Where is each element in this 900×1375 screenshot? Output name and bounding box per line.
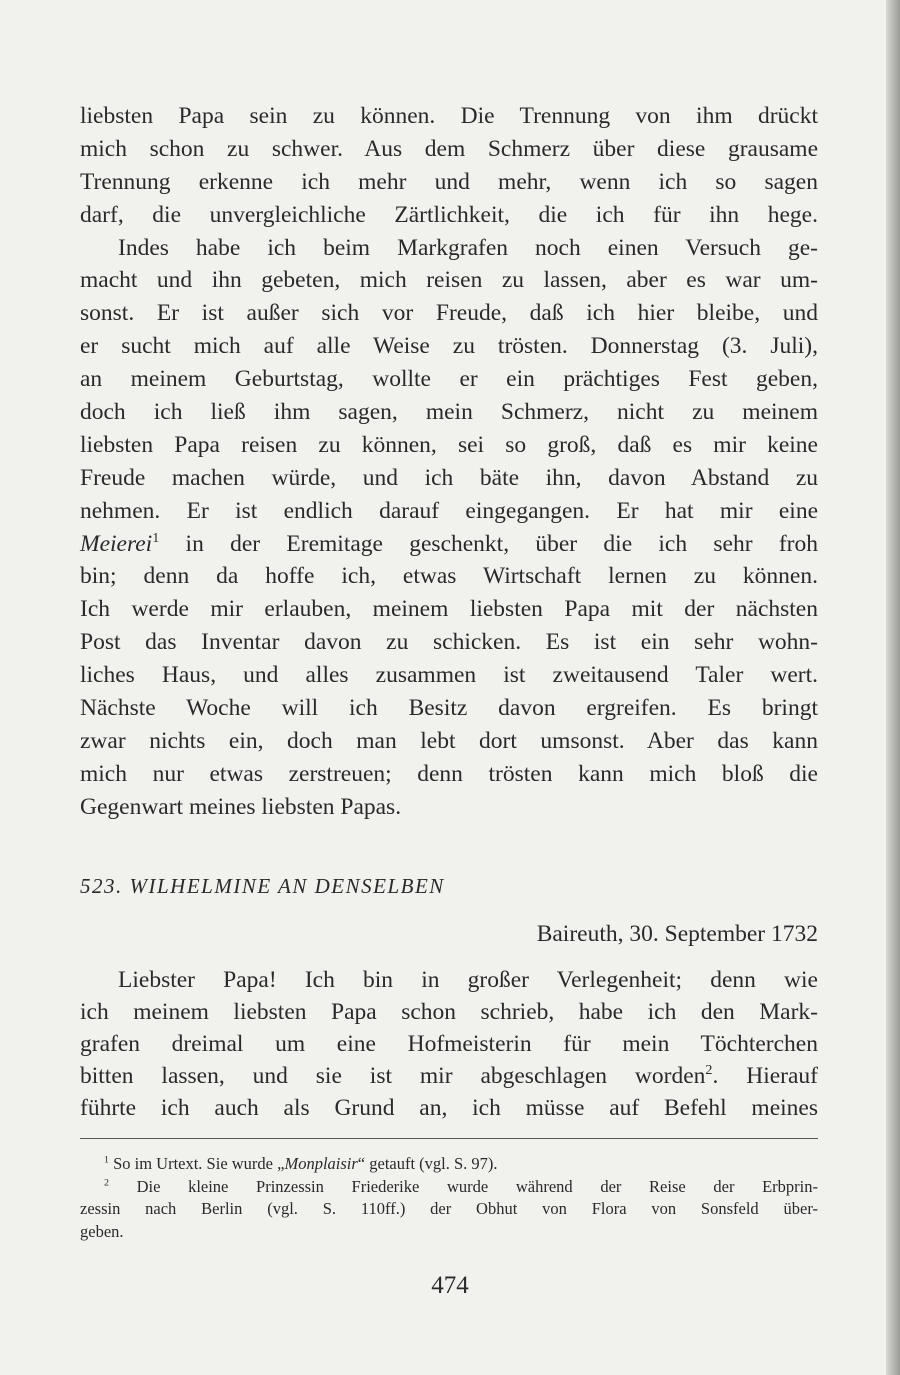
text-segment: Gegenwart meines liebsten Papas. [80, 793, 402, 820]
text-line [80, 297, 818, 330]
italic-text: Monplaisir [284, 1154, 358, 1173]
text-segment: bitten lassen, und sie ist mir abgeschlagen worden [80, 1063, 706, 1089]
text-line [80, 791, 818, 824]
text-segment: liebsten Papa reisen zu können, sei so groß, daß es mir keine [80, 431, 818, 458]
text-line [80, 133, 818, 166]
text-segment: zwar nichts ein, doch man lebt dort umsonst. Aber das kann [80, 727, 818, 754]
text-segment: doch ich ließ ihm sagen, mein Schmerz, nicht zu meinem [80, 399, 818, 426]
page-number: 474 [431, 1272, 469, 1299]
letter-heading: 523. WILHELMINE AN DENSELBEN [80, 874, 445, 898]
text-segment: grafen dreimal um eine Hofmeisterin für mein Töchterchen [80, 1031, 818, 1057]
text-line [80, 758, 818, 791]
text-line [80, 429, 818, 462]
text-segment: macht und ihn gebeten, mich reisen zu lassen, aber es war um- [80, 267, 818, 294]
text-line [80, 462, 818, 495]
text-line [80, 593, 818, 626]
text-segment: nehmen. Er ist endlich darauf eingegangen. Er hat mir eine [80, 497, 818, 524]
text-segment: Nächste Woche will ich Besitz davon ergreifen. Es bringt [80, 695, 818, 722]
text-line [80, 964, 818, 996]
text-line [80, 725, 818, 758]
text-segment: Indes habe ich beim Markgrafen noch einen Versuch ge- [118, 234, 818, 261]
text-segment: “ getauft (vgl. S. 97). [357, 1154, 498, 1173]
text-segment: er sucht mich auf alle Weise zu trösten. Donnerstag (3. Juli), [80, 333, 818, 360]
text-segment: So im Urtext. Sie wurde „ [108, 1154, 285, 1173]
text-line [80, 166, 818, 199]
text-segment: in der Eremitage geschenkt, über die ich sehr froh [159, 530, 818, 557]
text-segment: geben. [80, 1221, 124, 1241]
text-segment: liebsten Papa sein zu können. Die Trennung von ihm drückt [80, 103, 818, 129]
text-line [80, 560, 818, 593]
text-segment: mich schon zu schwer. Aus dem Schmerz über diese grausame [80, 135, 818, 162]
text-segment: Post das Inventar davon zu schicken. Es ist ein sehr wohn- [80, 629, 818, 656]
text-line [80, 330, 818, 363]
body-text-letter [80, 964, 818, 1124]
text-line [80, 1028, 818, 1060]
text-segment: darf, die unvergleichliche Zärtlichkeit, die ich für ihn hege. [80, 201, 818, 228]
text-line [80, 100, 818, 133]
footnote-marker: 2 [104, 1177, 109, 1188]
text-segment: liches Haus, und alles zusammen ist zweitausend Taler wert. [80, 662, 818, 689]
page-edge-shadow [886, 0, 900, 1375]
text-segment: führte ich auch als Grund an, ich müsse auf Befehl meines [80, 1095, 818, 1121]
text-line [80, 264, 818, 297]
text-segment: Trennung erkenne ich mehr und mehr, wenn ich so sagen [80, 168, 818, 195]
text-segment: zessin nach Berlin (vgl. S. 110ff.) der Obhut von Flora von Sonsfeld über- [80, 1199, 818, 1218]
text-line [80, 199, 818, 232]
text-segment: sonst. Er ist außer sich vor Freude, daß ich hier bleibe, und [80, 300, 818, 327]
text-line [80, 396, 818, 429]
text-segment: Die kleine Prinzessin Friederike wurde während der Reise der Erbprin- [108, 1176, 818, 1196]
text-line [80, 692, 818, 725]
footnote-marker: 1 [152, 529, 160, 546]
text-line [80, 1198, 818, 1221]
text-segment: Ich werde mir erlauben, meinem liebsten Papa mit der nächsten [80, 596, 818, 623]
text-line [80, 528, 818, 561]
text-line [80, 1092, 818, 1124]
text-line [80, 996, 818, 1028]
footnote-marker: 2 [705, 1062, 713, 1079]
text-line [80, 1060, 818, 1092]
text-line [80, 1176, 818, 1199]
text-segment: ich meinem liebsten Papa schon schrieb, habe ich den Mark- [80, 999, 818, 1025]
text-segment: an meinem Geburtstag, wollte er ein prächtiges Fest geben, [80, 366, 818, 393]
footnotes [80, 1153, 818, 1243]
text-line [80, 626, 818, 659]
text-segment: . Hierauf [712, 1063, 818, 1089]
italic-text: Meierei [80, 530, 153, 557]
text-segment: Freude machen würde, und ich bäte ihn, davon Abstand zu [80, 464, 818, 491]
letter-dateline: Baireuth, 30. September 1732 [536, 921, 818, 947]
text-segment: Liebster Papa! Ich bin in großer Verlegenheit; denn wie [118, 967, 818, 993]
footnote-marker: 1 [104, 1154, 109, 1166]
text-segment: bin; denn da hoffe ich, etwas Wirtschaft lernen zu können. [80, 563, 818, 590]
text-line [80, 659, 818, 692]
text-segment: mich nur etwas zerstreuen; denn trösten kann mich bloß die [80, 760, 818, 787]
body-text-top [80, 100, 818, 824]
footnote-rule [80, 1138, 818, 1139]
text-line [80, 232, 818, 265]
text-line [80, 495, 818, 528]
text-line [80, 1153, 818, 1176]
text-line [80, 363, 818, 396]
text-line [80, 1221, 818, 1244]
